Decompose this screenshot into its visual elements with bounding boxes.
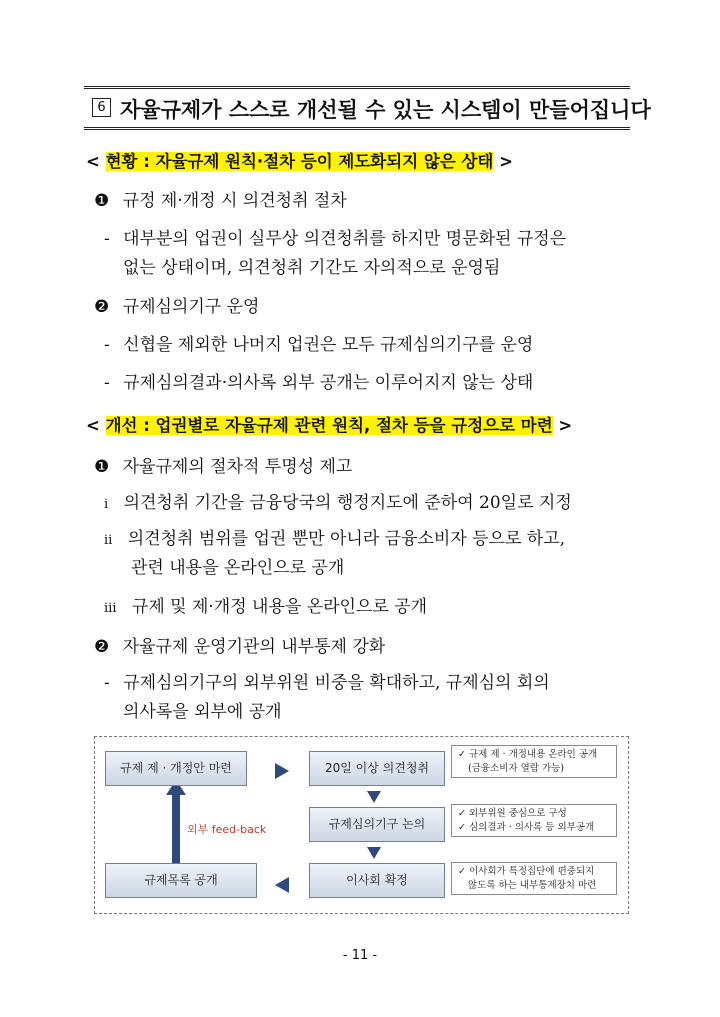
current-item-1 bbox=[94, 186, 347, 211]
dash: - bbox=[104, 335, 110, 355]
current-status-label: 현황 : 자율규제 원칙·절차 등이 제도화되지 않은 상태 bbox=[105, 152, 494, 171]
improve-item-1-ii bbox=[104, 524, 565, 549]
current-item-2-detail-b bbox=[104, 368, 533, 393]
note-line: (금융소비자 열람 가능) bbox=[468, 763, 565, 774]
improve-item-1 bbox=[94, 452, 352, 477]
current-status-header bbox=[86, 148, 513, 172]
step-draft: 규제 제 · 개정안 마련 bbox=[105, 751, 247, 786]
note-review bbox=[451, 804, 617, 837]
process-diagram bbox=[94, 736, 629, 914]
dash: - bbox=[104, 673, 110, 693]
improve-item-2 bbox=[94, 632, 385, 657]
header-close-bracket: > bbox=[552, 416, 573, 435]
feedback-label: 외부 feed-back bbox=[187, 823, 267, 836]
arrow-down-icon bbox=[367, 791, 381, 803]
note-consult bbox=[451, 745, 617, 778]
roman-marker: ⅱ bbox=[104, 533, 113, 548]
roman-marker: ⅰ bbox=[104, 497, 109, 512]
step-board: 이사회 확정 bbox=[309, 863, 445, 898]
dash: - bbox=[104, 229, 110, 249]
improvement-label: 개선 : 업권별로 자율규제 관련 원칙, 절차 등을 규정으로 마련 bbox=[105, 416, 553, 435]
arrow-right-icon bbox=[275, 763, 289, 779]
step-review: 규제심의기구 논의 bbox=[309, 807, 445, 842]
detail-line: 규제심의결과·의사록 외부 공개는 이루어지지 않는 상태 bbox=[123, 373, 534, 393]
item-text: 자율규제 운영기관의 내부통제 강화 bbox=[122, 637, 386, 657]
item-text: 규제심의기구 운영 bbox=[122, 297, 260, 317]
improve-item-2-detail bbox=[104, 668, 550, 693]
note-line: 않도록 하는 내부통제장치 마련 bbox=[468, 880, 597, 891]
step-consult: 20일 이상 의견청취 bbox=[309, 751, 445, 786]
detail-line: 신협을 제외한 나머지 업권은 모두 규제심의기구를 운영 bbox=[123, 335, 534, 355]
item-text: 자율규제의 절차적 투명성 제고 bbox=[122, 457, 353, 477]
header-open-bracket: < bbox=[86, 152, 106, 171]
improve-item-2-detail-cont: 의사록을 외부에 공개 bbox=[123, 702, 282, 722]
arrow-left-icon bbox=[275, 877, 289, 893]
improvement-header bbox=[86, 412, 572, 436]
current-item-2-detail-a bbox=[104, 330, 533, 355]
header-open-bracket: < bbox=[86, 416, 106, 435]
current-item-2 bbox=[94, 292, 259, 317]
note-line: ✓ 외부위원 중심으로 구성 bbox=[458, 808, 567, 819]
bullet-2-icon: ❷ bbox=[94, 637, 110, 657]
bullet-1-icon: ❶ bbox=[94, 457, 110, 477]
item-text: 규정 제·개정 시 의견청취 절차 bbox=[122, 191, 347, 211]
bullet-1-icon: ❶ bbox=[94, 191, 110, 211]
detail-line: 의견청취 기간을 금융당국의 행정지도에 준하여 20일로 지정 bbox=[123, 493, 572, 513]
detail-line: 대부분의 업권이 실무상 의견청취를 하지만 명문화된 규정은 bbox=[123, 229, 567, 249]
note-line: ✓ 이사회가 특정집단에 편중되지 bbox=[458, 866, 595, 877]
note-board bbox=[451, 862, 617, 895]
arrow-down-icon bbox=[367, 847, 381, 859]
step-publish: 규제목록 공개 bbox=[105, 863, 257, 898]
current-item-1-detail bbox=[104, 224, 566, 249]
feedback-arrow-shaft bbox=[172, 794, 180, 872]
section-title-box bbox=[84, 86, 651, 130]
roman-marker: ⅲ bbox=[104, 601, 117, 616]
section-number: 6 bbox=[92, 98, 111, 117]
dash: - bbox=[104, 373, 110, 393]
bullet-2-icon: ❷ bbox=[94, 297, 110, 317]
note-line: ✓ 규제 제 · 개정내용 온라인 공개 bbox=[458, 749, 598, 760]
detail-line: 규제심의기구의 외부위원 비중을 확대하고, 규제심의 회의 bbox=[123, 673, 550, 693]
improve-item-1-ii-cont: 관련 내용을 온라인으로 공개 bbox=[131, 558, 345, 578]
current-item-1-detail-cont: 없는 상태이며, 의견청취 기간도 자의적으로 운영됨 bbox=[123, 258, 501, 278]
header-close-bracket: > bbox=[493, 152, 513, 171]
improve-item-1-i bbox=[104, 488, 572, 513]
detail-line: 규제 및 제·개정 내용을 온라인으로 공개 bbox=[131, 597, 428, 617]
improve-item-1-iii bbox=[104, 592, 427, 617]
detail-line: 의견청취 범위를 업권 뿐만 아니라 금융소비자 등으로 하고, bbox=[127, 529, 566, 549]
note-line: ✓ 심의결과 · 의사록 등 외부공개 bbox=[458, 822, 595, 833]
section-title: 자율규제가 스스로 개선될 수 있는 시스템이 만들어집니다 bbox=[120, 98, 651, 122]
page-number: - 11 - bbox=[342, 948, 378, 963]
